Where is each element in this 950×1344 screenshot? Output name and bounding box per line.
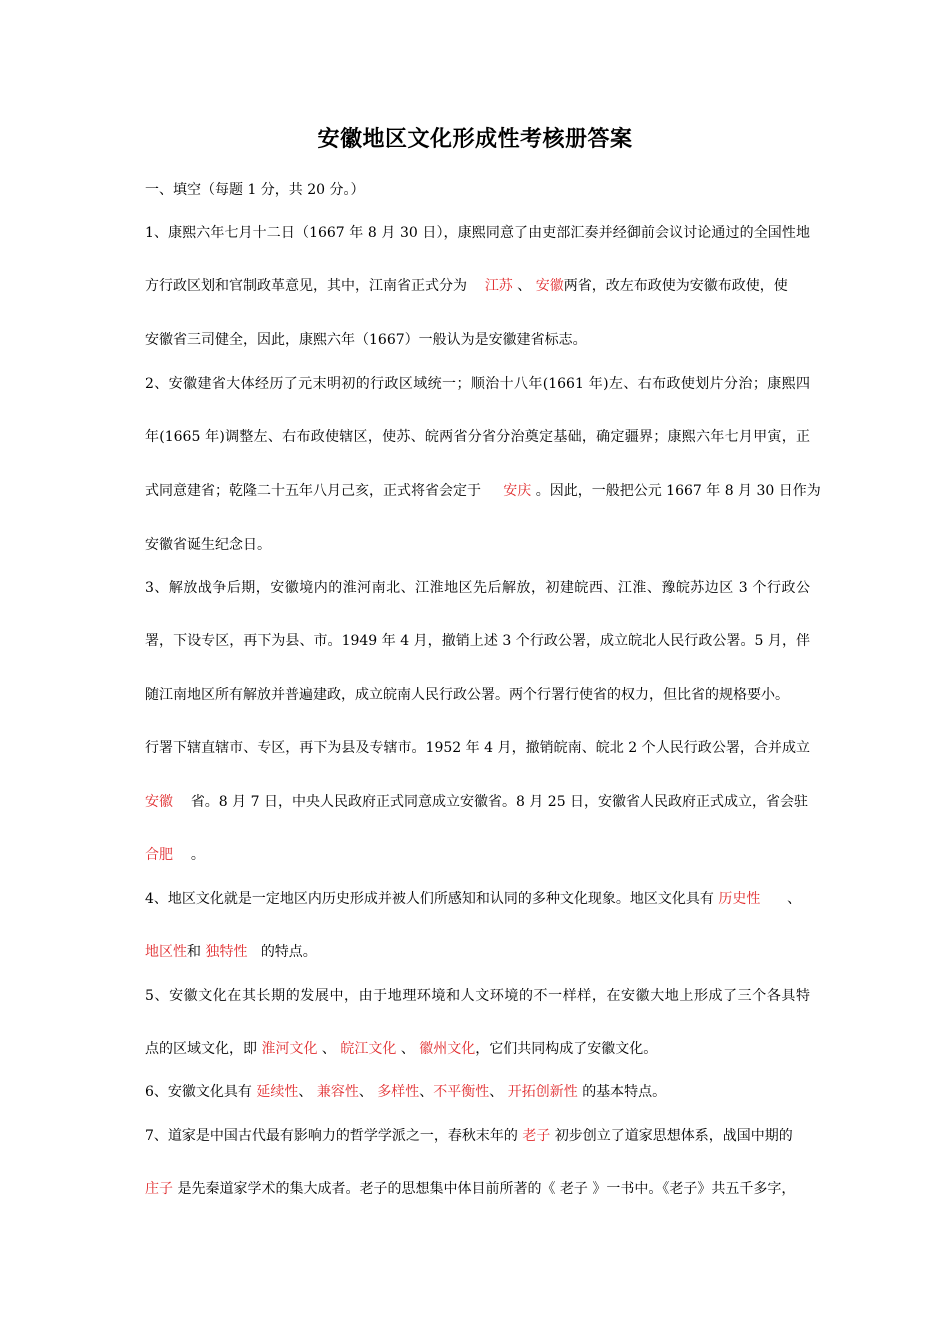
- q6-answer-1: 延续性: [256, 1084, 299, 1100]
- q1-answer-2: 安徽: [535, 278, 564, 294]
- q2-text: 式同意建省；乾隆二十五年八月己亥，正式将省会定于: [145, 483, 481, 499]
- q5-text: 点的区域文化，即: [145, 1041, 257, 1057]
- q5-answer-3: 徽州文化: [419, 1041, 476, 1057]
- q3-answer-2: 合肥: [145, 847, 173, 863]
- q3-line-3: 随江南地区所有解放并普遍建政，成立皖南人民行政公署。两个行署行使省的权力，但比省的规格要小。: [145, 687, 789, 703]
- q3-line-5: [145, 792, 810, 812]
- q3-line-1: 3、解放战争后期，安徽境内的淮河南北、江淮地区先后解放，初建皖西、江淮、豫皖苏边区 3 个行政公: [145, 580, 810, 596]
- q7-line-1: [145, 1126, 810, 1146]
- q2-text-cont: 。因此，一般把公元 1667 年 8 月 30 日作为: [535, 483, 821, 499]
- q3-line-4: 行署下辖直辖市、专区，再下为县及专辖市。1952 年 4 月，撤销皖南、皖北 2 个人民行政公署，合并成立: [145, 740, 810, 756]
- q7-text: 7、道家是中国古代最有影响力的哲学学派之一，春秋末年的: [145, 1128, 518, 1144]
- q4-separator: 、: [787, 891, 802, 907]
- q1-text-cont: 两省，改左布政使为安徽布政使，使: [563, 278, 788, 294]
- q4-and: 和: [187, 944, 201, 960]
- section-heading: 一、填空（每题 1 分，共 20 分。）: [145, 182, 365, 198]
- q5-line-1: 5、安徽文化在其长期的发展中，由于地理环境和人文环境的不一样样，在安徽大地上形成了三个各具特: [145, 988, 810, 1004]
- q4-text-cont: 的特点。: [260, 944, 317, 960]
- q7-text-cont-2: 是先秦道家学术的集大成者。老子的思想集中体目前所著的《 老子 》一书中。《老子》共五千多字，: [177, 1181, 796, 1197]
- q2-line-4: 安徽省诞生纪念日。: [145, 537, 271, 553]
- q1-answer-1: 江苏: [484, 278, 513, 294]
- q4-answer-1: 历史性: [718, 891, 761, 907]
- q1-line-2: [145, 276, 810, 296]
- q3-text-cont: 省。8 月 7 日，中央人民政府正式同意成立安徽省。8 月 25 日，安徽省人民政府正式成立，省会驻: [190, 794, 809, 810]
- q1-separator: 、: [517, 278, 532, 294]
- q5-separator-2: 、: [400, 1041, 415, 1057]
- q6-line-1: [145, 1082, 810, 1102]
- q2-line-1: 2、安徽建省大体经历了元末明初的行政区域统一；顺治十八年(1661 年)左、右布政使划片分治；康熙四: [145, 376, 810, 392]
- q6-answer-3: 多样性: [377, 1084, 420, 1100]
- q3-line-2: 署，下设专区，再下为县、市。1949 年 4 月，撤销上述 3 个行政公署，成立皖北人民行政公署。5 月，伴: [145, 633, 810, 649]
- q6-answer-5: 开拓创新性: [507, 1084, 578, 1100]
- q6-text: 6、安徽文化具有: [145, 1084, 252, 1100]
- q6-separator-2: 、: [358, 1084, 373, 1100]
- q7-answer-1: 老子: [522, 1128, 551, 1144]
- q4-answer-2: 地区性: [145, 944, 187, 960]
- q1-text: 方行政区划和官制政革意见，其中，江南省正式分为: [145, 278, 467, 294]
- q4-answer-3: 独特性: [205, 944, 248, 960]
- q1-line-3: 安徽省三司健全，因此，康熙六年（1667）一般认为是安徽建省标志。: [145, 332, 587, 348]
- q7-answer-2: 庄子: [145, 1181, 173, 1197]
- q5-text-cont: ，它们共同构成了安徽文化。: [475, 1041, 658, 1057]
- q5-answer-2: 皖江文化: [340, 1041, 397, 1057]
- q6-separator-4: 、: [489, 1084, 504, 1100]
- q2-line-2: 年(1665 年)调整左、右布政使辖区，使苏、皖两省分省分治奠定基础，确定疆界；康熙六年七月甲寅，正: [145, 429, 810, 445]
- q3-line-6: [145, 845, 810, 865]
- q6-separator-1: 、: [298, 1084, 313, 1100]
- q4-line-1: [145, 889, 810, 909]
- q6-separator-3: 、: [419, 1084, 434, 1100]
- q7-line-2: [145, 1179, 810, 1199]
- q3-answer-1: 安徽: [145, 794, 173, 810]
- q6-answer-4: 不平衡性: [433, 1084, 490, 1100]
- q1-line-1: 1、康熙六年七月十二日（1667 年 8 月 30 日），康熙同意了由吏部汇奏并经御前会议讨论通过的全国性地: [145, 225, 810, 241]
- q3-text-end: 。: [190, 847, 205, 863]
- q5-line-2: [145, 1039, 810, 1059]
- q5-answer-1: 淮河文化: [261, 1041, 318, 1057]
- q2-line-3: [145, 481, 821, 501]
- document-title: 安徽地区文化形成性考核册答案: [317, 126, 633, 152]
- q5-separator-1: 、: [321, 1041, 336, 1057]
- q7-text-cont: 初步创立了道家思想体系，战国中期的: [554, 1128, 793, 1144]
- q2-answer-1: 安庆: [503, 483, 532, 499]
- q4-line-2: [145, 942, 810, 962]
- q4-text: 4、地区文化就是一定地区内历史形成并被人们所感知和认同的多种文化现象。地区文化具有: [145, 891, 714, 907]
- q6-text-cont: 的基本特点。: [582, 1084, 667, 1100]
- q6-answer-2: 兼容性: [316, 1084, 359, 1100]
